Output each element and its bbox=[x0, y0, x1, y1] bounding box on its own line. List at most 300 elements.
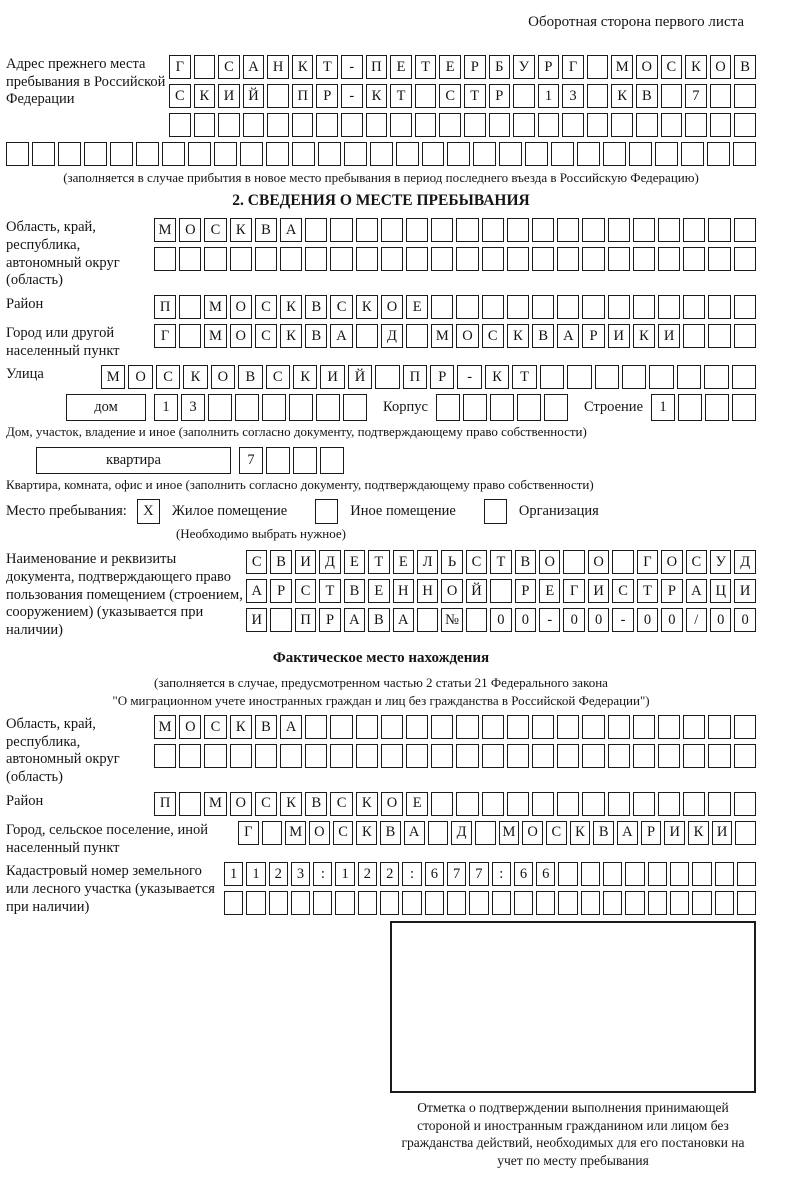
char-cell[interactable] bbox=[456, 218, 478, 242]
char-cell[interactable] bbox=[710, 84, 732, 108]
char-cell[interactable] bbox=[482, 744, 504, 768]
char-cell[interactable]: О bbox=[179, 218, 201, 242]
char-cell[interactable]: А bbox=[280, 218, 302, 242]
char-cell[interactable] bbox=[648, 862, 667, 886]
char-cell[interactable] bbox=[670, 891, 689, 915]
char-cell[interactable]: Т bbox=[512, 365, 536, 389]
char-cell[interactable]: 0 bbox=[661, 608, 682, 632]
char-cell[interactable]: К bbox=[507, 324, 529, 348]
char-cell[interactable]: 7 bbox=[469, 862, 488, 886]
char-cell[interactable]: Г bbox=[154, 324, 176, 348]
char-cell[interactable]: О bbox=[179, 715, 201, 739]
char-cell[interactable] bbox=[557, 744, 579, 768]
char-cell[interactable]: Е bbox=[368, 579, 389, 603]
char-cell[interactable]: С bbox=[686, 550, 707, 574]
char-cell[interactable] bbox=[507, 295, 529, 319]
char-cell[interactable] bbox=[625, 862, 644, 886]
char-cell[interactable] bbox=[316, 113, 338, 137]
char-cell[interactable] bbox=[633, 247, 655, 271]
char-cell[interactable]: О bbox=[661, 550, 682, 574]
char-cell[interactable] bbox=[305, 247, 327, 271]
char-cell[interactable]: 2 bbox=[269, 862, 288, 886]
char-cell[interactable]: М bbox=[154, 715, 176, 739]
char-cell[interactable]: 1 bbox=[154, 394, 178, 421]
char-cell[interactable] bbox=[633, 715, 655, 739]
char-cell[interactable] bbox=[633, 744, 655, 768]
char-cell[interactable] bbox=[305, 715, 327, 739]
char-cell[interactable]: Д bbox=[381, 324, 403, 348]
char-cell[interactable] bbox=[734, 84, 756, 108]
char-cell[interactable]: С bbox=[295, 579, 316, 603]
char-cell[interactable]: 7 bbox=[239, 447, 263, 474]
char-cell[interactable]: О bbox=[128, 365, 152, 389]
char-cell[interactable]: Р bbox=[661, 579, 682, 603]
char-cell[interactable] bbox=[356, 744, 378, 768]
char-cell[interactable] bbox=[162, 142, 185, 166]
char-cell[interactable] bbox=[431, 744, 453, 768]
char-cell[interactable]: Е bbox=[439, 55, 461, 79]
char-cell[interactable] bbox=[587, 84, 609, 108]
char-cell[interactable] bbox=[683, 218, 705, 242]
char-cell[interactable] bbox=[406, 247, 428, 271]
char-cell[interactable]: О bbox=[636, 55, 658, 79]
char-cell[interactable] bbox=[595, 365, 619, 389]
char-cell[interactable]: М bbox=[204, 792, 226, 816]
char-cell[interactable] bbox=[224, 891, 243, 915]
char-cell[interactable] bbox=[305, 218, 327, 242]
char-cell[interactable] bbox=[313, 891, 332, 915]
char-cell[interactable]: М bbox=[154, 218, 176, 242]
char-cell[interactable]: Б bbox=[489, 55, 511, 79]
char-cell[interactable] bbox=[266, 447, 290, 474]
char-cell[interactable]: К bbox=[194, 84, 216, 108]
char-cell[interactable]: В bbox=[238, 365, 262, 389]
char-cell[interactable] bbox=[381, 247, 403, 271]
char-cell[interactable] bbox=[685, 113, 707, 137]
char-cell[interactable]: М bbox=[431, 324, 453, 348]
char-cell[interactable] bbox=[734, 792, 756, 816]
char-cell[interactable]: И bbox=[246, 608, 267, 632]
char-cell[interactable]: 0 bbox=[515, 608, 536, 632]
char-cell[interactable]: 1 bbox=[538, 84, 560, 108]
char-cell[interactable] bbox=[734, 744, 756, 768]
char-cell[interactable]: Д bbox=[319, 550, 340, 574]
stay-option-organization-checkbox[interactable] bbox=[484, 499, 507, 524]
char-cell[interactable] bbox=[436, 394, 460, 421]
char-cell[interactable]: И bbox=[734, 579, 755, 603]
char-cell[interactable]: О bbox=[381, 792, 403, 816]
char-cell[interactable]: К bbox=[366, 84, 388, 108]
char-cell[interactable]: Т bbox=[368, 550, 389, 574]
char-cell[interactable]: - bbox=[612, 608, 633, 632]
char-cell[interactable]: К bbox=[356, 821, 377, 845]
char-cell[interactable] bbox=[540, 365, 564, 389]
char-cell[interactable]: С bbox=[255, 792, 277, 816]
char-cell[interactable]: И bbox=[658, 324, 680, 348]
char-cell[interactable] bbox=[734, 247, 756, 271]
char-cell[interactable] bbox=[608, 715, 630, 739]
char-cell[interactable] bbox=[243, 113, 265, 137]
char-cell[interactable]: М bbox=[499, 821, 520, 845]
char-cell[interactable]: О bbox=[230, 792, 252, 816]
char-cell[interactable] bbox=[557, 792, 579, 816]
char-cell[interactable] bbox=[267, 113, 289, 137]
char-cell[interactable] bbox=[439, 113, 461, 137]
char-cell[interactable] bbox=[670, 862, 689, 886]
char-cell[interactable]: С bbox=[255, 295, 277, 319]
char-cell[interactable]: В bbox=[255, 218, 277, 242]
char-cell[interactable]: С bbox=[482, 324, 504, 348]
char-cell[interactable]: 0 bbox=[637, 608, 658, 632]
char-cell[interactable] bbox=[557, 218, 579, 242]
char-cell[interactable] bbox=[267, 84, 289, 108]
char-cell[interactable] bbox=[737, 862, 756, 886]
char-cell[interactable] bbox=[603, 862, 622, 886]
char-cell[interactable] bbox=[269, 891, 288, 915]
char-cell[interactable] bbox=[492, 891, 511, 915]
char-cell[interactable] bbox=[636, 113, 658, 137]
char-cell[interactable]: 6 bbox=[425, 862, 444, 886]
char-cell[interactable] bbox=[204, 744, 226, 768]
char-cell[interactable] bbox=[513, 113, 535, 137]
char-cell[interactable]: О bbox=[211, 365, 235, 389]
char-cell[interactable] bbox=[482, 218, 504, 242]
char-cell[interactable]: Р bbox=[319, 608, 340, 632]
char-cell[interactable] bbox=[683, 744, 705, 768]
char-cell[interactable]: Р bbox=[316, 84, 338, 108]
char-cell[interactable]: И bbox=[664, 821, 685, 845]
char-cell[interactable] bbox=[715, 862, 734, 886]
char-cell[interactable]: К bbox=[230, 715, 252, 739]
char-cell[interactable] bbox=[431, 218, 453, 242]
char-cell[interactable] bbox=[683, 247, 705, 271]
char-cell[interactable]: А bbox=[280, 715, 302, 739]
char-cell[interactable] bbox=[692, 862, 711, 886]
char-cell[interactable] bbox=[428, 821, 449, 845]
char-cell[interactable] bbox=[415, 84, 437, 108]
char-cell[interactable] bbox=[551, 142, 574, 166]
char-cell[interactable] bbox=[658, 715, 680, 739]
char-cell[interactable]: К bbox=[280, 295, 302, 319]
char-cell[interactable] bbox=[678, 394, 702, 421]
char-cell[interactable] bbox=[532, 715, 554, 739]
char-cell[interactable]: Е bbox=[406, 792, 428, 816]
char-cell[interactable] bbox=[280, 744, 302, 768]
char-cell[interactable] bbox=[658, 247, 680, 271]
char-cell[interactable]: Т bbox=[415, 55, 437, 79]
char-cell[interactable] bbox=[558, 891, 577, 915]
char-cell[interactable] bbox=[431, 295, 453, 319]
char-cell[interactable]: С bbox=[204, 715, 226, 739]
char-cell[interactable] bbox=[708, 218, 730, 242]
char-cell[interactable] bbox=[612, 550, 633, 574]
char-cell[interactable]: Й bbox=[243, 84, 265, 108]
char-cell[interactable] bbox=[681, 142, 704, 166]
char-cell[interactable]: П bbox=[154, 295, 176, 319]
char-cell[interactable]: 0 bbox=[734, 608, 755, 632]
char-cell[interactable]: В bbox=[515, 550, 536, 574]
char-cell[interactable]: В bbox=[305, 324, 327, 348]
char-cell[interactable] bbox=[513, 84, 535, 108]
char-cell[interactable]: Й bbox=[466, 579, 487, 603]
char-cell[interactable]: О bbox=[230, 324, 252, 348]
char-cell[interactable] bbox=[733, 142, 756, 166]
char-cell[interactable]: А bbox=[243, 55, 265, 79]
char-cell[interactable] bbox=[179, 744, 201, 768]
char-cell[interactable] bbox=[507, 247, 529, 271]
char-cell[interactable]: Н bbox=[267, 55, 289, 79]
char-cell[interactable]: К bbox=[685, 55, 707, 79]
char-cell[interactable] bbox=[710, 113, 732, 137]
char-cell[interactable]: : bbox=[492, 862, 511, 886]
char-cell[interactable]: С bbox=[218, 55, 240, 79]
char-cell[interactable] bbox=[582, 218, 604, 242]
char-cell[interactable] bbox=[344, 142, 367, 166]
char-cell[interactable] bbox=[320, 447, 344, 474]
char-cell[interactable]: С bbox=[466, 550, 487, 574]
char-cell[interactable]: 7 bbox=[685, 84, 707, 108]
char-cell[interactable] bbox=[330, 218, 352, 242]
char-cell[interactable]: 1 bbox=[246, 862, 265, 886]
char-cell[interactable]: К bbox=[356, 295, 378, 319]
char-cell[interactable]: Т bbox=[390, 84, 412, 108]
char-cell[interactable]: А bbox=[686, 579, 707, 603]
char-cell[interactable] bbox=[734, 218, 756, 242]
char-cell[interactable] bbox=[532, 792, 554, 816]
char-cell[interactable]: 2 bbox=[358, 862, 377, 886]
char-cell[interactable]: - bbox=[341, 55, 363, 79]
char-cell[interactable]: Г bbox=[563, 579, 584, 603]
char-cell[interactable] bbox=[707, 142, 730, 166]
char-cell[interactable] bbox=[240, 142, 263, 166]
char-cell[interactable]: Р bbox=[538, 55, 560, 79]
char-cell[interactable]: 3 bbox=[562, 84, 584, 108]
char-cell[interactable]: И bbox=[320, 365, 344, 389]
char-cell[interactable]: Й bbox=[348, 365, 372, 389]
char-cell[interactable] bbox=[577, 142, 600, 166]
char-cell[interactable]: К bbox=[485, 365, 509, 389]
char-cell[interactable]: К bbox=[230, 218, 252, 242]
char-cell[interactable] bbox=[431, 247, 453, 271]
char-cell[interactable] bbox=[380, 891, 399, 915]
char-cell[interactable] bbox=[611, 113, 633, 137]
char-cell[interactable]: А bbox=[246, 579, 267, 603]
char-cell[interactable] bbox=[289, 394, 313, 421]
char-cell[interactable] bbox=[375, 365, 399, 389]
char-cell[interactable] bbox=[208, 394, 232, 421]
char-cell[interactable] bbox=[582, 295, 604, 319]
char-cell[interactable]: : bbox=[313, 862, 332, 886]
char-cell[interactable] bbox=[154, 744, 176, 768]
char-cell[interactable] bbox=[482, 792, 504, 816]
char-cell[interactable]: С bbox=[330, 295, 352, 319]
char-cell[interactable]: 0 bbox=[588, 608, 609, 632]
char-cell[interactable] bbox=[603, 142, 626, 166]
char-cell[interactable] bbox=[292, 113, 314, 137]
char-cell[interactable] bbox=[507, 715, 529, 739]
char-cell[interactable] bbox=[525, 142, 548, 166]
char-cell[interactable]: С bbox=[333, 821, 354, 845]
char-cell[interactable]: В bbox=[305, 295, 327, 319]
char-cell[interactable] bbox=[708, 324, 730, 348]
char-cell[interactable] bbox=[425, 891, 444, 915]
char-cell[interactable]: П bbox=[154, 792, 176, 816]
char-cell[interactable]: Р bbox=[515, 579, 536, 603]
char-cell[interactable] bbox=[603, 891, 622, 915]
char-cell[interactable]: 0 bbox=[563, 608, 584, 632]
char-cell[interactable] bbox=[356, 218, 378, 242]
char-cell[interactable]: 3 bbox=[291, 862, 310, 886]
char-cell[interactable]: 0 bbox=[490, 608, 511, 632]
char-cell[interactable]: / bbox=[686, 608, 707, 632]
char-cell[interactable] bbox=[32, 142, 55, 166]
char-cell[interactable] bbox=[469, 891, 488, 915]
char-cell[interactable] bbox=[734, 295, 756, 319]
char-cell[interactable]: Т bbox=[464, 84, 486, 108]
char-cell[interactable] bbox=[431, 792, 453, 816]
char-cell[interactable] bbox=[396, 142, 419, 166]
char-cell[interactable]: А bbox=[404, 821, 425, 845]
char-cell[interactable] bbox=[581, 891, 600, 915]
char-cell[interactable]: В bbox=[255, 715, 277, 739]
char-cell[interactable] bbox=[305, 744, 327, 768]
char-cell[interactable]: Г bbox=[637, 550, 658, 574]
char-cell[interactable] bbox=[658, 744, 680, 768]
char-cell[interactable]: Ц bbox=[710, 579, 731, 603]
char-cell[interactable] bbox=[330, 715, 352, 739]
char-cell[interactable] bbox=[330, 247, 352, 271]
char-cell[interactable]: Т bbox=[316, 55, 338, 79]
char-cell[interactable] bbox=[179, 295, 201, 319]
char-cell[interactable]: В bbox=[593, 821, 614, 845]
char-cell[interactable] bbox=[370, 142, 393, 166]
char-cell[interactable]: К bbox=[356, 792, 378, 816]
char-cell[interactable]: Р bbox=[641, 821, 662, 845]
char-cell[interactable]: С bbox=[439, 84, 461, 108]
char-cell[interactable] bbox=[390, 113, 412, 137]
char-cell[interactable]: К bbox=[183, 365, 207, 389]
char-cell[interactable] bbox=[563, 550, 584, 574]
char-cell[interactable]: Т bbox=[490, 550, 511, 574]
char-cell[interactable] bbox=[489, 113, 511, 137]
char-cell[interactable] bbox=[582, 744, 604, 768]
char-cell[interactable]: № bbox=[441, 608, 462, 632]
char-cell[interactable] bbox=[482, 715, 504, 739]
char-cell[interactable] bbox=[6, 142, 29, 166]
char-cell[interactable]: А bbox=[557, 324, 579, 348]
char-cell[interactable]: А bbox=[344, 608, 365, 632]
char-cell[interactable]: К bbox=[292, 55, 314, 79]
char-cell[interactable] bbox=[708, 295, 730, 319]
char-cell[interactable]: С bbox=[246, 550, 267, 574]
char-cell[interactable] bbox=[683, 792, 705, 816]
char-cell[interactable]: К bbox=[633, 324, 655, 348]
char-cell[interactable] bbox=[358, 891, 377, 915]
char-cell[interactable] bbox=[734, 324, 756, 348]
char-cell[interactable] bbox=[292, 142, 315, 166]
char-cell[interactable]: Г bbox=[562, 55, 584, 79]
char-cell[interactable] bbox=[356, 715, 378, 739]
char-cell[interactable] bbox=[381, 218, 403, 242]
char-cell[interactable] bbox=[330, 744, 352, 768]
char-cell[interactable] bbox=[490, 579, 511, 603]
char-cell[interactable]: П bbox=[295, 608, 316, 632]
char-cell[interactable] bbox=[514, 891, 533, 915]
char-cell[interactable] bbox=[456, 715, 478, 739]
char-cell[interactable] bbox=[463, 394, 487, 421]
char-cell[interactable]: С bbox=[266, 365, 290, 389]
char-cell[interactable]: 2 bbox=[380, 862, 399, 886]
char-cell[interactable] bbox=[708, 715, 730, 739]
char-cell[interactable] bbox=[341, 113, 363, 137]
char-cell[interactable]: 6 bbox=[514, 862, 533, 886]
char-cell[interactable]: М bbox=[204, 295, 226, 319]
char-cell[interactable]: И bbox=[218, 84, 240, 108]
char-cell[interactable]: К bbox=[688, 821, 709, 845]
char-cell[interactable]: Т bbox=[319, 579, 340, 603]
char-cell[interactable]: О bbox=[710, 55, 732, 79]
char-cell[interactable] bbox=[683, 295, 705, 319]
char-cell[interactable]: Р bbox=[464, 55, 486, 79]
char-cell[interactable] bbox=[735, 821, 756, 845]
char-cell[interactable] bbox=[658, 295, 680, 319]
char-cell[interactable] bbox=[230, 744, 252, 768]
char-cell[interactable] bbox=[708, 792, 730, 816]
char-cell[interactable] bbox=[169, 113, 191, 137]
char-cell[interactable] bbox=[422, 142, 445, 166]
char-cell[interactable] bbox=[179, 792, 201, 816]
char-cell[interactable]: У bbox=[710, 550, 731, 574]
char-cell[interactable]: К bbox=[611, 84, 633, 108]
char-cell[interactable] bbox=[291, 891, 310, 915]
char-cell[interactable] bbox=[507, 792, 529, 816]
char-cell[interactable] bbox=[544, 394, 568, 421]
char-cell[interactable] bbox=[562, 113, 584, 137]
char-cell[interactable] bbox=[582, 792, 604, 816]
char-cell[interactable]: В bbox=[305, 792, 327, 816]
char-cell[interactable] bbox=[415, 113, 437, 137]
char-cell[interactable] bbox=[608, 792, 630, 816]
char-cell[interactable] bbox=[661, 84, 683, 108]
char-cell[interactable] bbox=[194, 55, 216, 79]
char-cell[interactable]: А bbox=[393, 608, 414, 632]
char-cell[interactable]: Р bbox=[430, 365, 454, 389]
char-cell[interactable]: Е bbox=[393, 550, 414, 574]
char-cell[interactable] bbox=[262, 821, 283, 845]
char-cell[interactable] bbox=[705, 394, 729, 421]
char-cell[interactable] bbox=[608, 744, 630, 768]
char-cell[interactable] bbox=[499, 142, 522, 166]
char-cell[interactable] bbox=[734, 715, 756, 739]
char-cell[interactable]: С bbox=[255, 324, 277, 348]
char-cell[interactable] bbox=[608, 218, 630, 242]
char-cell[interactable]: М bbox=[101, 365, 125, 389]
char-cell[interactable]: Т bbox=[637, 579, 658, 603]
char-cell[interactable]: - bbox=[457, 365, 481, 389]
char-cell[interactable] bbox=[517, 394, 541, 421]
char-cell[interactable] bbox=[558, 862, 577, 886]
char-cell[interactable] bbox=[255, 247, 277, 271]
char-cell[interactable] bbox=[482, 295, 504, 319]
char-cell[interactable]: М bbox=[285, 821, 306, 845]
char-cell[interactable]: К bbox=[570, 821, 591, 845]
char-cell[interactable]: С bbox=[546, 821, 567, 845]
char-cell[interactable] bbox=[532, 247, 554, 271]
char-cell[interactable]: У bbox=[513, 55, 535, 79]
char-cell[interactable] bbox=[218, 113, 240, 137]
char-cell[interactable] bbox=[581, 862, 600, 886]
char-cell[interactable] bbox=[633, 295, 655, 319]
